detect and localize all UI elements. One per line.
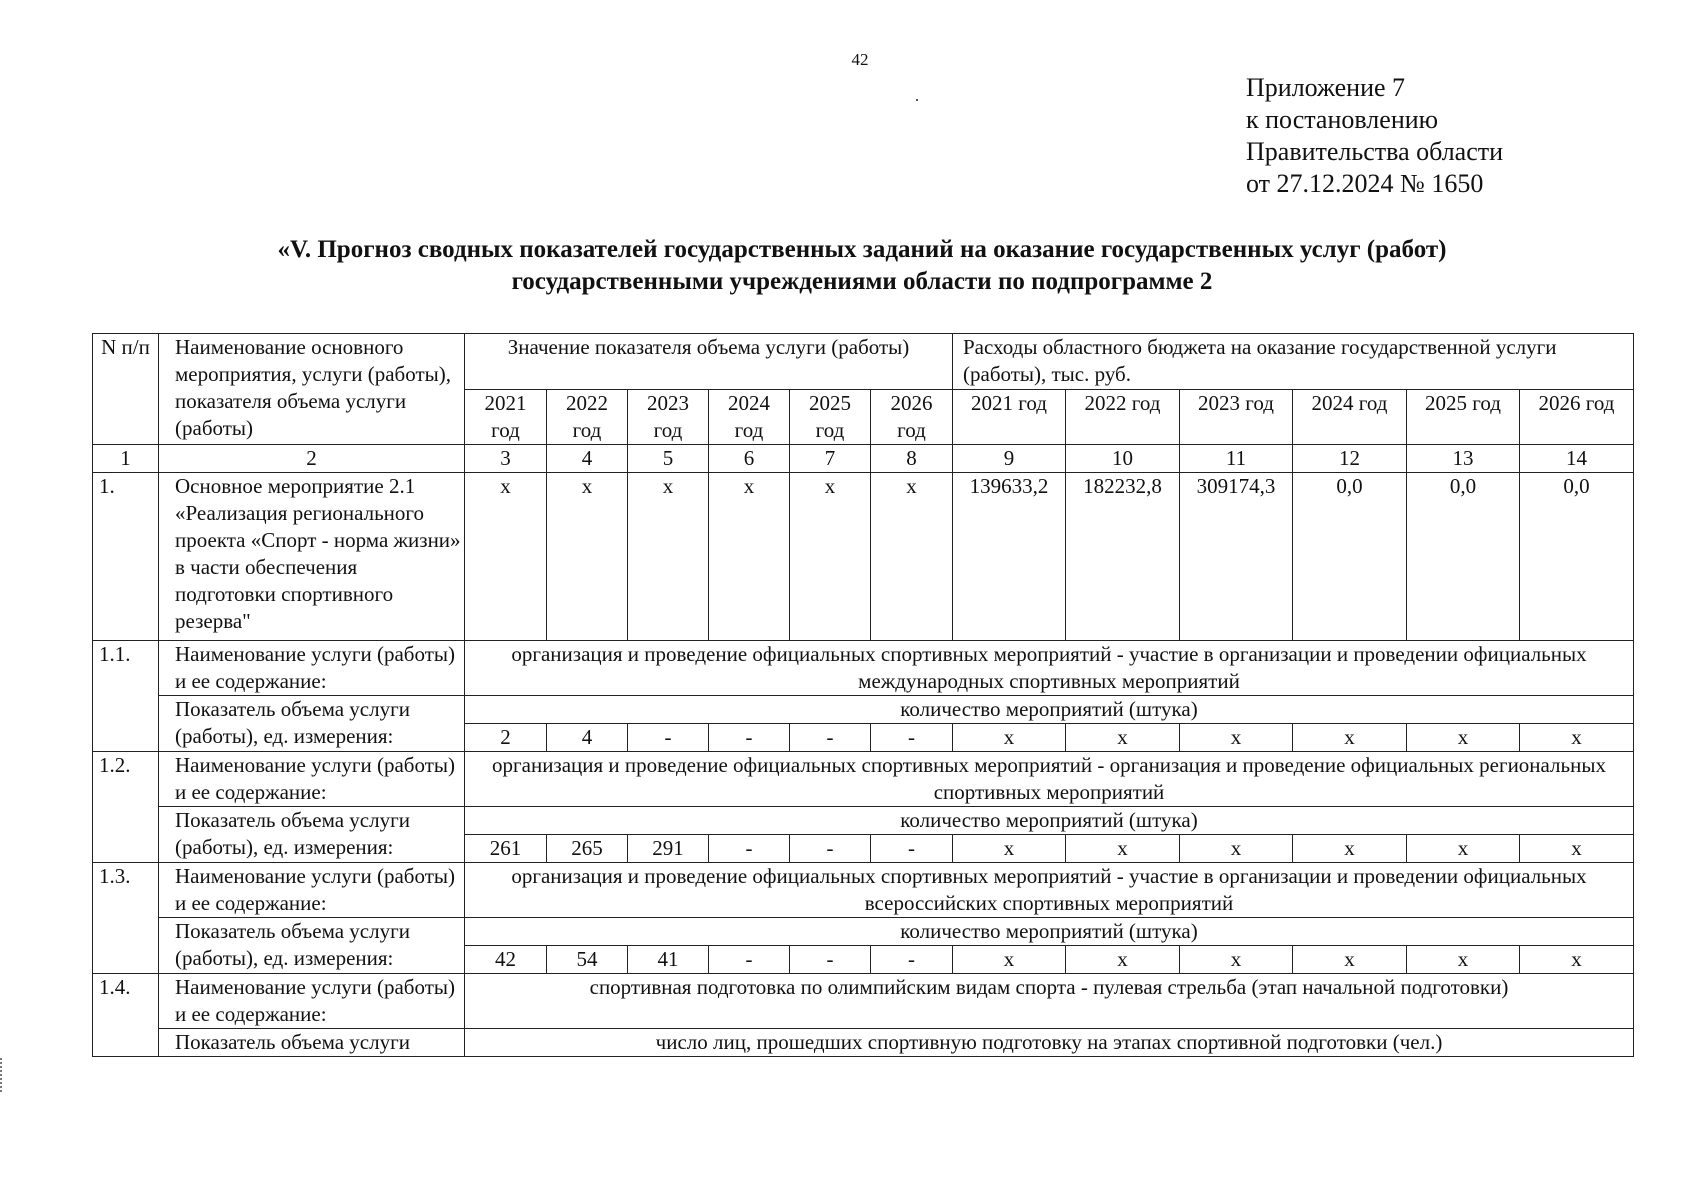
service-description: организация и проведение официальных спортивных мероприятий - участие в организации и проведении официальных всероссийских спортивных мероприятий: [465, 863, 1634, 918]
value-cell: х: [953, 946, 1066, 974]
service-row: [93, 863, 1634, 918]
column-number: 1: [93, 445, 159, 473]
value-cell: 291: [628, 835, 709, 863]
column-number: 5: [628, 445, 709, 473]
value-cell: х: [465, 473, 547, 641]
row-number: 1.: [93, 473, 159, 641]
year-cell: 2026 год: [871, 389, 953, 445]
year-cell: 2021 год: [953, 389, 1066, 445]
value-cell: х: [709, 473, 790, 641]
value-cell: 0,0: [1407, 473, 1520, 641]
column-number: 10: [1066, 445, 1180, 473]
indicator-label: Показатель объема услуги (работы), ед. измерения:: [159, 696, 465, 752]
value-cell: -: [871, 946, 953, 974]
year-cell: 2024 год: [1293, 389, 1407, 445]
annex-line: Правительства области: [1246, 137, 1504, 166]
value-cell: х: [1180, 724, 1293, 752]
indicator-label: Показатель объема услуги (работы), ед. измерения:: [159, 918, 465, 974]
service-label: Наименование услуги (работы) и ее содержание:: [159, 863, 465, 918]
title-line: «V. Прогноз сводных показателей государственных заданий на оказание государственных услуг (работ): [277, 236, 1447, 263]
column-number: 11: [1180, 445, 1293, 473]
service-label: Наименование услуги (работы) и ее содержание:: [159, 974, 465, 1029]
value-cell: х: [871, 473, 953, 641]
value-cell: -: [709, 724, 790, 752]
value-cell: х: [547, 473, 628, 641]
column-number: 6: [709, 445, 790, 473]
value-cell: 139633,2: [953, 473, 1066, 641]
service-label: Наименование услуги (работы) и ее содержание:: [159, 752, 465, 807]
row-number: 1.2.: [93, 752, 159, 863]
scan-edge-mark: [0, 1058, 5, 1092]
document-title: [92, 234, 1632, 298]
value-cell: 4: [547, 724, 628, 752]
row-number: 1.1.: [93, 641, 159, 752]
value-cell: х: [1407, 946, 1520, 974]
page-number: 42: [851, 50, 869, 69]
value-cell: -: [790, 724, 871, 752]
value-cell: х: [1293, 724, 1407, 752]
indicator-description: количество мероприятий (штука): [465, 696, 1634, 724]
value-cell: х: [1520, 835, 1634, 863]
year-cell: 2025 год: [790, 389, 871, 445]
value-cell: х: [1407, 835, 1520, 863]
indicator-row: [93, 1029, 1634, 1057]
value-cell: х: [628, 473, 709, 641]
year-cell: 2024 год: [709, 389, 790, 445]
header-row: [93, 334, 1634, 390]
value-cell: 309174,3: [1180, 473, 1293, 641]
year-cell: 2026 год: [1520, 389, 1634, 445]
value-cell: х: [1293, 835, 1407, 863]
value-cell: -: [790, 835, 871, 863]
value-cell: х: [1520, 946, 1634, 974]
value-cell: 265: [547, 835, 628, 863]
table-row: [93, 473, 1634, 641]
value-cell: 54: [547, 946, 628, 974]
value-cell: 182232,8: [1066, 473, 1180, 641]
row-name: Основное мероприятие 2.1 «Реализация регионального проекта «Спорт - норма жизни» в части обеспечения подготовки спортивного резерва": [159, 473, 465, 641]
indicator-label: Показатель объема услуги (работы), ед. измерения:: [159, 807, 465, 863]
header-num: N п/п: [93, 334, 159, 445]
title-line: государственными учреждениями области по подпрограмме 2: [511, 268, 1213, 295]
column-number: 14: [1520, 445, 1634, 473]
value-cell: х: [1066, 724, 1180, 752]
year-cell: 2023 год: [628, 389, 709, 445]
column-number: 13: [1407, 445, 1520, 473]
value-cell: 2: [465, 724, 547, 752]
indicator-row: [93, 807, 1634, 835]
annex-line: Приложение 7: [1246, 73, 1406, 102]
year-cell: 2021 год: [465, 389, 547, 445]
year-cell: 2023 год: [1180, 389, 1293, 445]
column-number: 7: [790, 445, 871, 473]
year-cell: 2022 год: [547, 389, 628, 445]
row-number: 1.3.: [93, 863, 159, 974]
service-row: [93, 974, 1634, 1029]
value-cell: 261: [465, 835, 547, 863]
service-label: Наименование услуги (работы) и ее содержание:: [159, 641, 465, 696]
header-expenses: Расходы областного бюджета на оказание государственной услуги (работы), тыс. руб.: [953, 334, 1634, 390]
value-cell: 41: [628, 946, 709, 974]
value-cell: х: [1520, 724, 1634, 752]
year-cell: 2025 год: [1407, 389, 1520, 445]
annex-line: от 27.12.2024 № 1650: [1246, 169, 1484, 198]
service-description: организация и проведение официальных спортивных мероприятий - участие в организации и проведении официальных международных спортивных мероприятий: [465, 641, 1634, 696]
annex-line: к постановлению: [1246, 105, 1439, 134]
indicator-description: количество мероприятий (штука): [465, 918, 1634, 946]
column-number: 9: [953, 445, 1066, 473]
value-cell: -: [790, 946, 871, 974]
service-row: [93, 752, 1634, 807]
indicator-description: число лиц, прошедших спортивную подготовку на этапах спортивной подготовки (чел.): [465, 1029, 1634, 1057]
header-volume: Значение показателя объема услуги (работы): [465, 334, 953, 390]
annex-block: [1246, 72, 1503, 200]
scan-dot: [916, 99, 918, 101]
year-cell: 2022 год: [1066, 389, 1180, 445]
indicator-label: Показатель объема услуги: [159, 1029, 465, 1057]
column-numbers-row: [93, 445, 1634, 473]
value-cell: 0,0: [1293, 473, 1407, 641]
value-cell: х: [1407, 724, 1520, 752]
indicator-row: [93, 696, 1634, 724]
value-cell: 0,0: [1520, 473, 1634, 641]
value-cell: -: [871, 724, 953, 752]
indicator-row: [93, 918, 1634, 946]
value-cell: х: [1180, 835, 1293, 863]
column-number: 12: [1293, 445, 1407, 473]
header-name: Наименование основного мероприятия, услуги (работы), показателя объема услуги (работы): [159, 334, 465, 445]
column-number: 8: [871, 445, 953, 473]
row-number: 1.4.: [93, 974, 159, 1057]
value-cell: -: [871, 835, 953, 863]
indicator-description: количество мероприятий (штука): [465, 807, 1634, 835]
value-cell: -: [628, 724, 709, 752]
value-cell: х: [1066, 946, 1180, 974]
column-number: 4: [547, 445, 628, 473]
value-cell: х: [953, 835, 1066, 863]
column-number: 3: [465, 445, 547, 473]
value-cell: х: [953, 724, 1066, 752]
value-cell: -: [709, 835, 790, 863]
value-cell: х: [1066, 835, 1180, 863]
service-description: спортивная подготовка по олимпийским видам спорта - пулевая стрельба (этап начальной подготовки): [465, 974, 1634, 1029]
value-cell: х: [1293, 946, 1407, 974]
value-cell: 42: [465, 946, 547, 974]
forecast-table: [92, 333, 1634, 1057]
value-cell: -: [709, 946, 790, 974]
service-row: [93, 641, 1634, 696]
column-number: 2: [159, 445, 465, 473]
value-cell: х: [1180, 946, 1293, 974]
value-cell: х: [790, 473, 871, 641]
service-description: организация и проведение официальных спортивных мероприятий - организация и проведение официальных региональных спортивных мероприятий: [465, 752, 1634, 807]
